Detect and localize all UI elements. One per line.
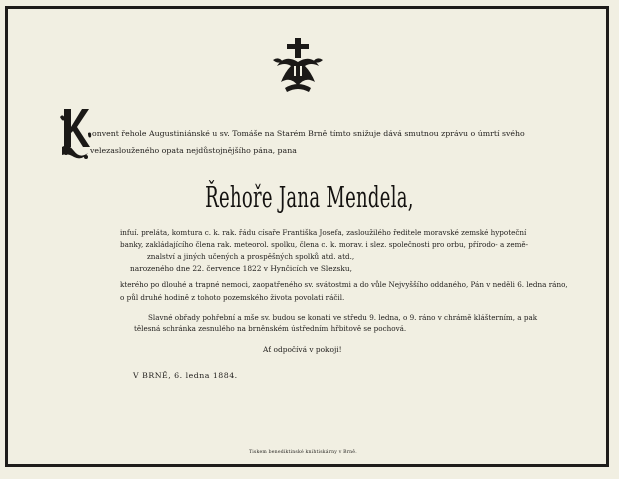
titles-line-3: znalství a jiných učených a prospěšných spolků atd. atd., <box>147 252 355 261</box>
titles-line-2: banky, zakládajícího člena rak. meteorol. spolku, člena c. k. morav. i slez. společnosti pro orbu, přírodo- a země- <box>120 240 529 249</box>
intro-line-2: velezaslouženého opata nejdůstojnějšího pána, pana <box>90 146 297 155</box>
funeral-line-1: Slavné obřady pohřební a mše sv. budou se konati ve středu 9. ledna, o 9. ráno v chrámě klášterním, a pak <box>148 313 538 322</box>
augustinian-emblem-icon <box>271 36 325 96</box>
decorated-initial-letter <box>60 103 92 163</box>
place-date: V BRNĚ, 6. ledna 1884. <box>133 371 238 380</box>
intro-line-1: onvent řehole Augustiniánské u sv. Tomáše na Starém Brně tímto snižuje dává smutnou zprávu o úmrtí svého <box>92 129 525 138</box>
birth-line: narozeného dne 22. července 1822 v Hynčicích ve Slezsku, <box>130 264 352 273</box>
printer-imprint: Tiskem benediktinské knihtiskárny v Brně. <box>249 450 357 455</box>
rest-in-peace: Ať odpočívá v pokoji! <box>263 345 342 354</box>
death-line-2: o půl druhé hodině z tohoto pozemského života povolati ráčil. <box>120 293 345 302</box>
death-line-1: kterého po dlouhé a trapné nemoci, zaopatřeného sv. svátostmi a do vůle Nejvyššího oddaného, Pán v neděli 6. ledna ráno, <box>120 280 568 289</box>
titles-line-1: infuí. preláta, komtura c. k. rak. řádu císaře Františka Josefa, zasloužilého ředitele moravské zemské hypoteční <box>120 228 527 237</box>
funeral-line-2: tělesná schránka zesnulého na brněnském ústředním hřbitově se pochová. <box>134 324 407 333</box>
deceased-name: Řehoře Jana Mendela, <box>205 180 414 214</box>
